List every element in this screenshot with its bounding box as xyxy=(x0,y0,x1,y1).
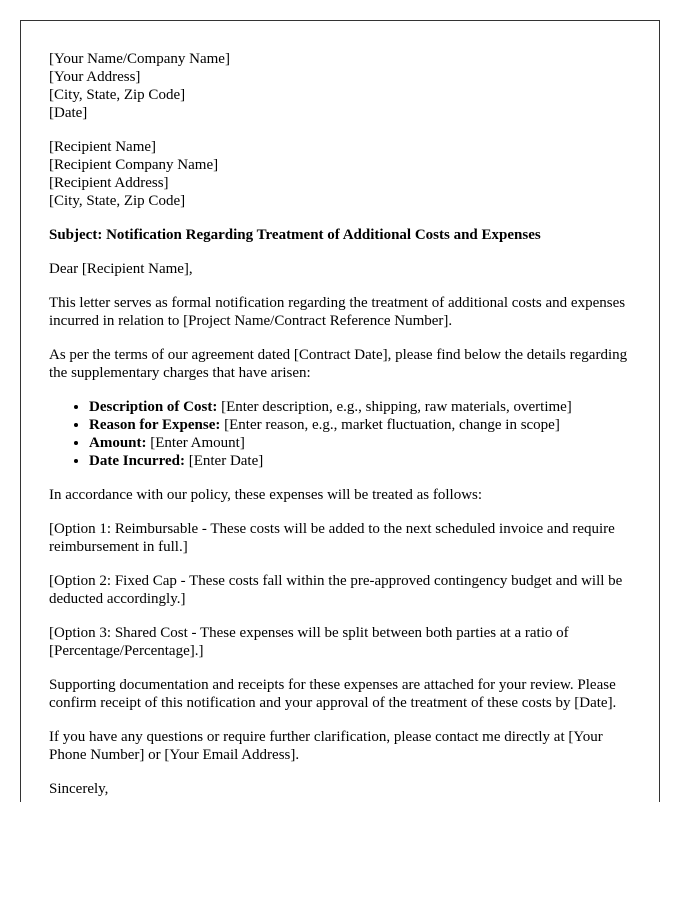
option-2-paragraph: [Option 2: Fixed Cap - These costs fall within the pre-approved contingency budget and will be deducted accordingly.] xyxy=(49,573,623,607)
closing: Sincerely, xyxy=(49,781,109,797)
letter-page xyxy=(20,20,660,802)
list-item xyxy=(89,434,639,452)
amount-value: [Enter Amount] xyxy=(146,435,245,451)
sender-block xyxy=(49,50,639,122)
recipient-company: [Recipient Company Name] xyxy=(49,157,219,173)
sender-city-state-zip: [City, State, Zip Code] xyxy=(49,87,186,103)
intro-paragraph: This letter serves as formal notification regarding the treatment of additional costs and expenses incurred in relation to [Project Name/Contract Reference Number]. xyxy=(49,295,626,329)
recipient-name: [Recipient Name] xyxy=(49,139,157,155)
recipient-block xyxy=(49,138,639,210)
cost-details-list xyxy=(49,398,639,470)
sender-address: [Your Address] xyxy=(49,69,141,85)
cost-description-value: [Enter description, e.g., shipping, raw materials, overtime] xyxy=(217,399,572,415)
expense-reason-term: Reason for Expense: xyxy=(89,417,221,433)
sender-date: [Date] xyxy=(49,105,88,121)
date-incurred-value: [Enter Date] xyxy=(184,453,264,469)
date-incurred-term: Date Incurred: xyxy=(89,453,185,469)
supporting-docs-paragraph: Supporting documentation and receipts for these expenses are attached for your review. Please confirm receipt of this notification and your approval of the treatment of these costs by [Date]. xyxy=(49,677,617,711)
expense-reason-value: [Enter reason, e.g., market fluctuation, change in scope] xyxy=(220,417,560,433)
terms-paragraph: As per the terms of our agreement dated [Contract Date], please find below the details regarding the supplementary charges that have arisen: xyxy=(49,347,628,381)
salutation: Dear [Recipient Name], xyxy=(49,261,193,277)
contact-paragraph: If you have any questions or require further clarification, please contact me directly at [Your Phone Number] or [Your Email Address]. xyxy=(49,729,603,763)
list-item xyxy=(89,416,639,434)
recipient-address: [Recipient Address] xyxy=(49,175,169,191)
subject-line: Subject: Notification Regarding Treatment of Additional Costs and Expenses xyxy=(49,227,541,243)
recipient-city-state-zip: [City, State, Zip Code] xyxy=(49,193,186,209)
option-3-paragraph: [Option 3: Shared Cost - These expenses will be split between both parties at a ratio of [Percentage/Percentage].] xyxy=(49,625,569,659)
option-1-paragraph: [Option 1: Reimbursable - These costs will be added to the next scheduled invoice and require reimbursement in full.] xyxy=(49,521,615,555)
policy-paragraph: In accordance with our policy, these expenses will be treated as follows: xyxy=(49,487,483,503)
cost-description-term: Description of Cost: xyxy=(89,399,218,415)
list-item xyxy=(89,452,639,470)
amount-term: Amount: xyxy=(89,435,147,451)
list-item xyxy=(89,398,639,416)
sender-name: [Your Name/Company Name] xyxy=(49,51,230,67)
letter-content xyxy=(49,50,639,802)
